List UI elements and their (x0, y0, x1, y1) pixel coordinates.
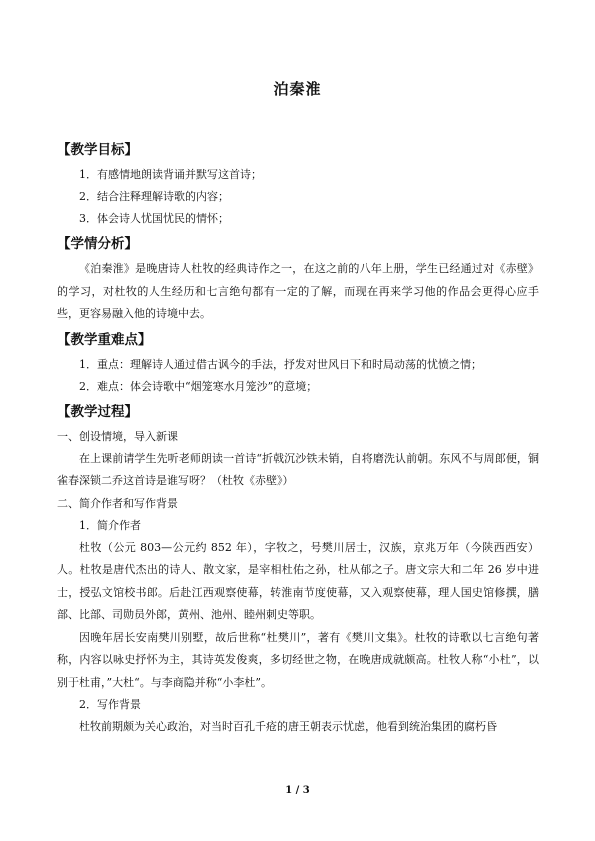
key-point-item: 1．重点：理解诗人通过借古讽今的手法，抒发对世风日下和时局动荡的忧愤之情； (79, 357, 482, 371)
section-heading-process: 【教学过程】 (57, 403, 138, 420)
process-part1-title: 一、创设情境，导入新课 (57, 429, 178, 443)
goal-item: 2．结合注释理解诗歌的内容； (79, 190, 229, 203)
page-number: 1 / 3 (285, 785, 310, 796)
process-sub1-title: 1．简介作者 (79, 518, 141, 532)
document-title: 泊秦淮 (273, 80, 322, 98)
document-body (57, 140, 539, 739)
author-works-paragraph: 因晚年居长安南樊川别墅，故后世称“杜樊川”，著有《樊川文集》。杜牧的诗歌以七言绝句著称，内容以咏史抒怀为主，其诗英发俊爽，多切经世之物，在晚唐成就颇高。杜牧人称“小杜”，以别于杜甫，”大杜“。与李商隐并称“小李杜”。 (57, 630, 539, 689)
key-point-item: 2．难点：体会诗歌中“烟笼寒水月笼沙”的意境； (79, 379, 318, 393)
process-part1-text: 在上课前请学生先听老师朗读一首诗“折戟沉沙铁未销，自将磨洗认前朝。东风不与周郎便，铜雀春深锁二乔这首诗是谁写呀？（杜牧《赤壁》） (57, 451, 539, 487)
background-paragraph: 杜牧前期颇为关心政治，对当时百孔千疮的唐王朝表示忧虑，他看到统治集团的腐朽昏 (79, 720, 497, 733)
goal-item: 3．体会诗人忧国忧民的情怀； (79, 212, 229, 225)
process-sub2-title: 2．写作背景 (79, 698, 141, 711)
analysis-paragraph: 《泊秦淮》是晚唐诗人杜牧的经典诗作之一，在这之前的八年上册，学生已经通过对《赤壁》的学习，对杜牧的人生经历和七言绝句都有一定的了解，而现在再来学习他的作品会更得心应手些，更容易融入他的诗境中去。 (57, 262, 539, 320)
section-heading-goals: 【教学目标】 (57, 142, 138, 158)
section-heading-key-points: 【教学重难点】 (57, 331, 152, 348)
author-intro-paragraph: 杜牧（公元 803—公元约 852 年），字牧之，号樊川居士，汉族，京兆万年（今陕西西安）人。杜牧是唐代杰出的诗人、散文家，是宰相杜佑之孙，杜从郁之子。唐文宗大和二年 26 岁中进士，授弘文馆校书郎。后赴江西观察使幕，转淮南节度使幕，又入观察使幕，理人国史馆修撰，膳部、比部、司勋员外郎，黄州、池州、睦州刺史等职。 (57, 540, 539, 621)
section-heading-analysis: 【学情分析】 (57, 236, 138, 252)
goal-item: 1．有感情地朗读背诵并默写这首诗； (79, 168, 262, 181)
process-part2-title: 二、简介作者和写作背景 (57, 496, 178, 510)
